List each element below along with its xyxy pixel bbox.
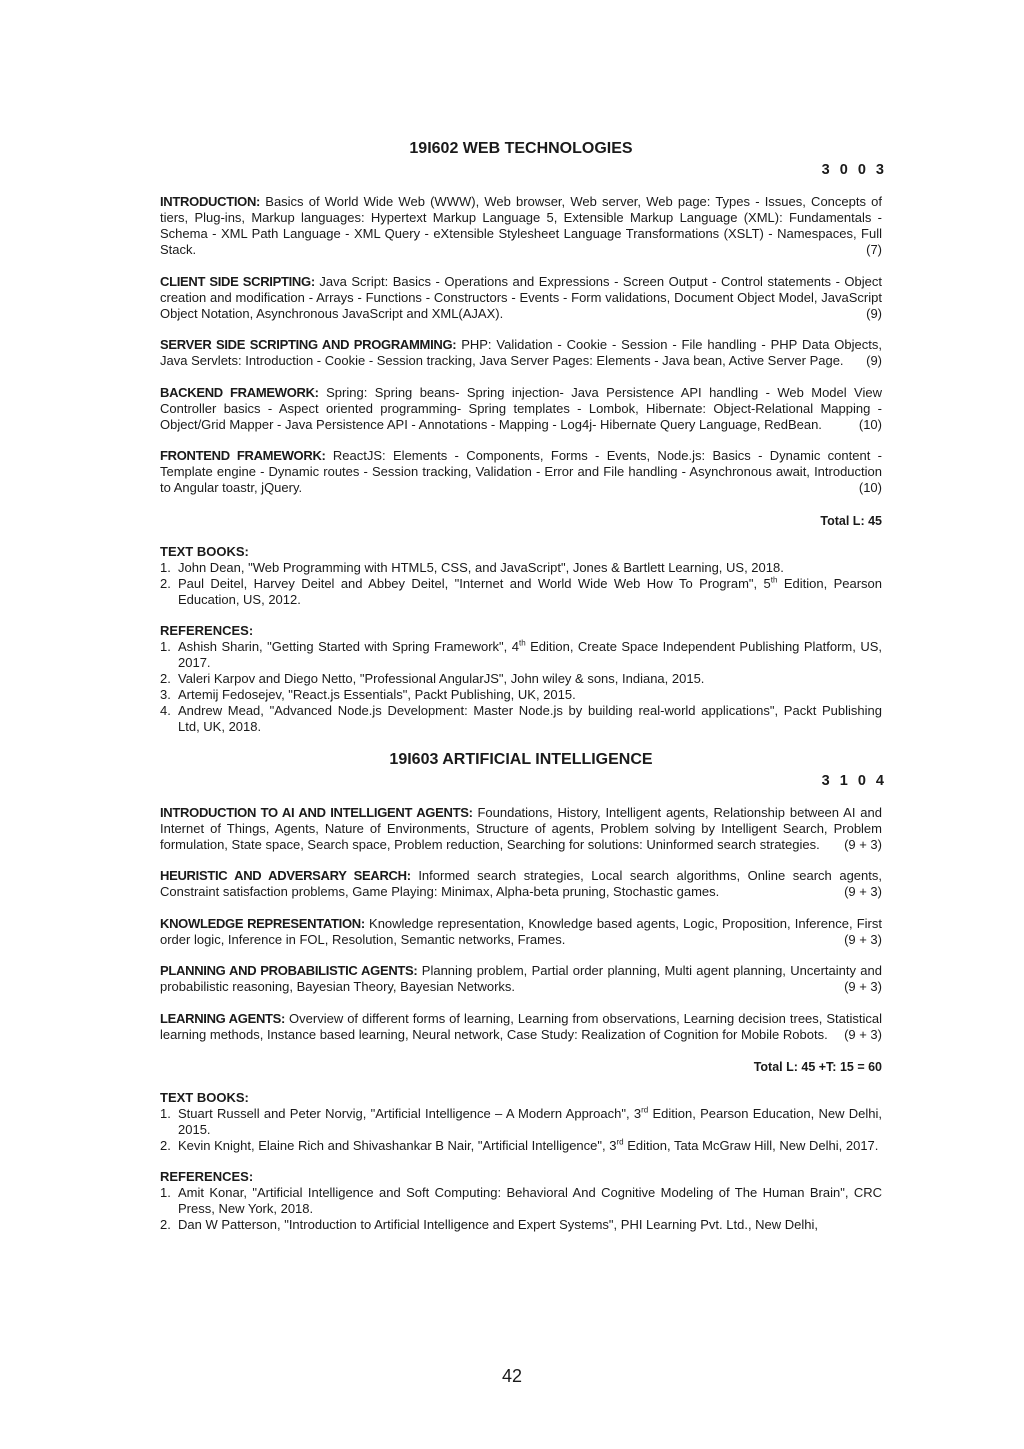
course-artificial-intelligence bbox=[160, 749, 887, 1234]
item-number: 2. bbox=[160, 575, 171, 591]
unit-heading: PLANNING AND PROBABILISTIC AGENTS: bbox=[160, 963, 418, 978]
unit-paragraph bbox=[160, 805, 882, 853]
unit-text: Spring: Spring beans- Spring injection- Java Persistence API handling - Web Model View Controller basics - Aspect oriented programming- Spring templates - Lombok, Hibernate: Object-Relational Mapping - Object/Grid Mapper - Java Persistence API - Annotations - Mapping - Log4j- Hibernate Query Language, RedBean. bbox=[160, 384, 882, 432]
unit-text: Basics of World Wide Web (WWW), Web browser, Web server, Web page: Types - Issues, Concepts of tiers, Plug-ins, Markup languages: Hypertext Markup Language 5, Extensible Markup Language (XML): Fundamentals - Schema - XML Path Language - XML Query - eXtensible Stylesheet Language Transformations (XSLT) - Namespaces, Full Stack. bbox=[160, 194, 882, 257]
item-text-main: Paul Deitel, Harvey Deitel and Abbey Deitel, "Internet and World Wide Web How To Program", 5 bbox=[178, 575, 771, 591]
course-web-technologies bbox=[160, 138, 887, 735]
unit-text: Java Script: Basics - Operations and Expressions - Screen Output - Control statements - Object creation and modification - Arrays - Functions - Constructors - Events - Form validations, Document Object Model, JavaScript Object Notation, Asynchronous JavaScript and XML(AJAX). bbox=[160, 273, 883, 321]
list-item bbox=[160, 703, 882, 735]
item-text bbox=[178, 703, 882, 735]
item-text bbox=[178, 671, 882, 687]
edition-superscript: rd bbox=[616, 1137, 624, 1147]
item-text-rest: Edition, Create Space Independent Publishing Platform, US, 2017. bbox=[178, 638, 882, 670]
textbooks-heading: TEXT BOOKS: bbox=[160, 1090, 249, 1105]
unit-text: Foundations, History, Intelligent agents, Relationship between AI and Internet of Things, Agents, Nature of Environments, Structure of agents, Problem solving by Intelligent Search, Problem formulation, State space, Search space, Problem reduction, Searching for solutions: Uninformed search strategies. bbox=[160, 804, 882, 852]
edition-superscript: th bbox=[770, 575, 778, 585]
references-list bbox=[160, 639, 882, 735]
list-item bbox=[160, 1185, 882, 1217]
item-text-main: Dan W Patterson, "Introduction to Artificial Intelligence and Expert Systems", PHI Learning Pvt. Ltd., New Delhi, bbox=[178, 1217, 819, 1232]
unit-heading: FRONTEND FRAMEWORK: bbox=[160, 448, 326, 463]
unit-paragraph bbox=[160, 868, 882, 900]
unit-heading: INTRODUCTION: bbox=[160, 194, 261, 209]
list-item bbox=[160, 1217, 882, 1233]
item-text bbox=[178, 560, 882, 576]
total-hours: Total L: 45 bbox=[820, 513, 882, 528]
unit-hours: (9) bbox=[866, 305, 882, 321]
unit-heading: CLIENT SIDE SCRIPTING: bbox=[160, 273, 315, 289]
item-text bbox=[178, 1138, 882, 1154]
page-number: 42 bbox=[501, 1366, 523, 1386]
unit-text: Knowledge representation, Knowledge based agents, Logic, Proposition, Inference, First order logic, Inference in FOL, Resolution, Semantic networks, Frames. bbox=[160, 915, 882, 947]
unit-list bbox=[160, 805, 882, 1043]
unit-paragraph bbox=[160, 274, 882, 322]
unit-hours: (9) bbox=[866, 353, 882, 368]
unit-hours: (9 + 3) bbox=[844, 979, 882, 994]
course-credits: 3 0 0 3 bbox=[821, 162, 887, 178]
list-item bbox=[160, 639, 882, 671]
unit-heading: KNOWLEDGE REPRESENTATION: bbox=[160, 915, 365, 931]
item-text-rest: Edition, Pearson Education, US, 2012. bbox=[178, 575, 882, 607]
unit-heading: BACKEND FRAMEWORK: bbox=[160, 384, 319, 400]
item-text bbox=[178, 1106, 882, 1138]
unit-hours: (9 + 3) bbox=[844, 1026, 882, 1042]
item-text-rest: Edition, Tata McGraw Hill, New Delhi, 2017. bbox=[623, 1138, 879, 1153]
item-text-main: Valeri Karpov and Diego Netto, "Professional AngularJS", John wiley & sons, Indiana, 2015. bbox=[178, 670, 705, 686]
item-text-main: Andrew Mead, "Advanced Node.js Development: Master Node.js by building real-world applications", Packt Publishing Ltd, UK, 2018. bbox=[178, 702, 882, 734]
item-text bbox=[178, 1185, 882, 1217]
course-credits: 3 1 0 4 bbox=[821, 772, 887, 789]
textbooks-heading: TEXT BOOKS: bbox=[160, 543, 249, 559]
unit-text: Planning problem, Partial order planning, Multi agent planning, Uncertainty and probabilistic reasoning, Bayesian Theory, Bayesian Networks. bbox=[160, 963, 882, 994]
item-text-main: Kevin Knight, Elaine Rich and Shivashankar B Nair, "Artificial Intelligence", 3 bbox=[178, 1138, 617, 1153]
item-text bbox=[178, 639, 882, 671]
unit-paragraph bbox=[160, 448, 882, 496]
edition-superscript: th bbox=[518, 638, 526, 648]
unit-paragraph bbox=[160, 194, 882, 258]
list-item bbox=[160, 576, 882, 608]
textbooks-list bbox=[160, 560, 882, 608]
unit-text: Overview of different forms of learning, Learning from observations, Learning decision trees, Statistical learning methods, Instance based learning, Neural network, Case Study: Realization of Cognition for Mobile Robots. bbox=[160, 1010, 882, 1042]
item-number: 1. bbox=[160, 559, 171, 575]
list-item bbox=[160, 671, 882, 687]
unit-hours: (10) bbox=[858, 480, 882, 495]
item-number: 2. bbox=[160, 1217, 171, 1232]
list-item bbox=[160, 560, 882, 576]
list-item bbox=[160, 1106, 882, 1138]
unit-heading: LEARNING AGENTS: bbox=[160, 1010, 286, 1026]
textbooks-list bbox=[160, 1106, 882, 1154]
list-item bbox=[160, 1138, 882, 1154]
unit-text: ReactJS: Elements - Components, Forms - Events, Node.js: Basics - Dynamic content - Template engine - Dynamic routes - Session tracking, Validation - Error and File handling - Asynchronous await, Introduction to Angular toastr, jQuery. bbox=[160, 448, 882, 495]
item-text bbox=[178, 1217, 882, 1233]
total-hours: Total L: 45 +T: 15 = 60 bbox=[753, 1060, 882, 1074]
unit-paragraph bbox=[160, 963, 882, 995]
unit-hours: (9 + 3) bbox=[844, 931, 882, 947]
references-list bbox=[160, 1185, 882, 1233]
item-text bbox=[178, 576, 882, 608]
unit-heading: SERVER SIDE SCRIPTING AND PROGRAMMING: bbox=[160, 337, 457, 352]
item-number: 3. bbox=[160, 686, 171, 702]
unit-heading: HEURISTIC AND ADVERSARY SEARCH: bbox=[160, 868, 411, 883]
item-text bbox=[178, 687, 882, 703]
unit-hours: (10) bbox=[858, 416, 882, 432]
item-number: 1. bbox=[160, 638, 171, 654]
unit-list bbox=[160, 194, 882, 496]
item-number: 2. bbox=[160, 670, 171, 686]
item-text-main: Amit Konar, "Artificial Intelligence and Soft Computing: Behavioral And Cognitive Modeling of The Human Brain", CRC Press, New York, 2018. bbox=[178, 1185, 882, 1216]
unit-paragraph bbox=[160, 1011, 882, 1043]
unit-paragraph bbox=[160, 337, 882, 369]
item-number: 4. bbox=[160, 702, 171, 718]
item-number: 1. bbox=[160, 1106, 171, 1121]
unit-hours: (9 + 3) bbox=[844, 836, 882, 852]
edition-superscript: rd bbox=[641, 1105, 649, 1115]
course-title: 19I602 WEB TECHNOLOGIES bbox=[409, 140, 633, 157]
unit-hours: (9 + 3) bbox=[844, 884, 882, 899]
unit-paragraph bbox=[160, 385, 882, 433]
references-heading: REFERENCES: bbox=[160, 1169, 254, 1184]
item-number: 2. bbox=[160, 1138, 171, 1153]
item-text-main: Artemij Fedosejev, "React.js Essentials", Packt Publishing, UK, 2015. bbox=[178, 686, 576, 702]
item-text-rest: Edition, Pearson Education, New Delhi, 2015. bbox=[178, 1106, 882, 1137]
item-text-main: John Dean, "Web Programming with HTML5, CSS, and JavaScript", Jones & Bartlett Learning, US, 2018. bbox=[178, 559, 784, 575]
page-content bbox=[160, 138, 887, 1248]
unit-text: PHP: Validation - Cookie - Session - File handling - PHP Data Objects, Java Servlets: Introduction - Cookie - Session tracking, Java Server Pages: Elements - Java bean, Active Server Page. bbox=[160, 337, 882, 368]
course-title: 19I603 ARTIFICIAL INTELLIGENCE bbox=[389, 750, 653, 768]
references-heading: REFERENCES: bbox=[160, 622, 254, 638]
unit-text: Informed search strategies, Local search algorithms, Online search agents, Constraint satisfaction problems, Game Playing: Minimax, Alpha-beta pruning, Stochastic games. bbox=[160, 868, 882, 899]
item-text-main: Stuart Russell and Peter Norvig, "Artificial Intelligence – A Modern Approach", 3 bbox=[178, 1106, 642, 1121]
unit-paragraph bbox=[160, 916, 882, 948]
item-text-main: Ashish Sharin, "Getting Started with Spring Framework", 4 bbox=[178, 638, 519, 654]
unit-hours: (7) bbox=[866, 242, 882, 257]
list-item bbox=[160, 687, 882, 703]
unit-heading: INTRODUCTION TO AI AND INTELLIGENT AGENTS: bbox=[160, 804, 473, 820]
item-number: 1. bbox=[160, 1185, 171, 1200]
